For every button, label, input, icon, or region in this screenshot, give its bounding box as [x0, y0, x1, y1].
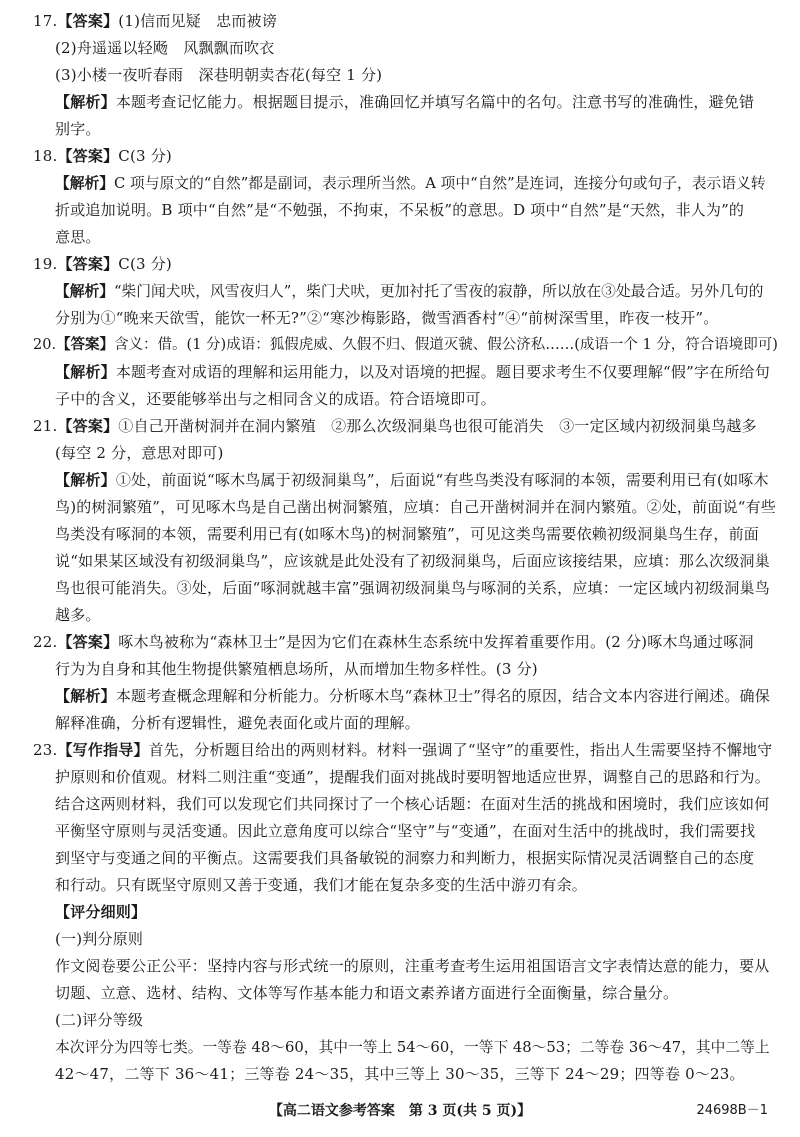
answer-text: (每空 2 分，意思对即可) [55, 444, 224, 462]
item-line [33, 197, 778, 224]
answer-text: ①自己开凿树洞并在洞内繁殖 ②那么次级洞巢鸟也很可能消失 ③一定区域内初级洞巢鸟越多 [118, 417, 757, 435]
question-number: 20. [33, 337, 57, 353]
analysis-tag: 【解析】 [55, 687, 116, 705]
writing-guide-tag: 【写作指导】 [57, 741, 149, 759]
analysis-tag: 【解析】 [55, 93, 116, 111]
question-number: 22. [33, 633, 58, 651]
item-line [33, 440, 778, 467]
item-line [33, 8, 778, 35]
item-line [33, 656, 778, 683]
item-line [33, 170, 778, 197]
analysis-text: 别字。 [55, 120, 101, 138]
answer-tag: 【答案】 [56, 337, 115, 353]
question-number: 23. [33, 741, 58, 759]
answer-tag: 【答案】 [57, 12, 119, 30]
scoring-text: 42～47，二等下 36～41；三等卷 24～35，其中三等上 30～35，三等下 24～29；四等卷 0～23。 [55, 1065, 745, 1083]
item-line [33, 1061, 778, 1088]
answer-item-17 [33, 8, 778, 143]
item-line [33, 980, 778, 1007]
item-line [33, 143, 778, 170]
analysis-text: 子中的含义，还要能够举出与之相同含义的成语。符合语境即可。 [55, 390, 496, 408]
scoring-text: 本次评分为四等七类。一等卷 48～60，其中一等上 54～60，一等下 48～53；二等卷 36～47，其中二等上 [55, 1039, 770, 1056]
page-footer [0, 1098, 800, 1124]
item-line [33, 35, 778, 62]
analysis-text: 鸟类没有啄洞的本领，需要利用已有(如啄木鸟)的树洞繁殖”，可见这类鸟需要依赖初级洞巢鸟生存，前面 [55, 525, 759, 543]
analysis-text: 折或追加说明。B 项中“自然”是“不勉强，不拘束，不呆板”的意思。D 项中“自然”是“天然，非人为”的 [55, 201, 745, 219]
analysis-text: 鸟也很可能消失。③处，后面“啄洞就越丰富”强调初级洞巢鸟与啄洞的关系，应填：一定区域内初级洞巢鸟 [55, 579, 770, 597]
writing-guide-text: 结合这两则材料，我们可以发现它们共同探讨了一个核心话题：在面对生活的挑战和困境时，我们应该如何 [55, 795, 770, 813]
writing-guide-text: 护原则和价值观。材料二则注重“变通”，提醒我们面对挑战时要明智地适应世界，调整自己的思路和行为。 [55, 768, 770, 786]
item-line [33, 575, 778, 602]
item-line [33, 89, 778, 116]
footer-code: 24698B－1 [696, 1103, 768, 1118]
analysis-text: ①处，前面说“啄木鸟属于初级洞巢鸟”，后面说“有些鸟类没有啄洞的本领，需要利用已有(如啄木 [115, 471, 769, 489]
item-line [33, 818, 778, 845]
item-line [33, 332, 778, 359]
answer-tag: 【答案】 [57, 255, 119, 273]
item-line [33, 386, 778, 413]
item-line [33, 494, 778, 521]
answer-text: (3)小楼一夜听春雨 深巷明朝卖杏花(每空 1 分) [55, 66, 383, 84]
analysis-text: C 项与原文的“自然”都是副词，表示理所当然。A 项中“自然”是连词，连接分句或句子，表示语义转 [114, 175, 766, 192]
analysis-text: 分别为①“晚来天欲雪，能饮一杯无?”②“寒沙梅影路，微雪酒香村”④“前树深雪里，昨夜一枝开”。 [55, 309, 719, 327]
item-line [33, 1007, 778, 1034]
item-line [33, 278, 778, 305]
item-line [33, 710, 778, 737]
analysis-text: “柴门闻犬吠，风雪夜归人”，柴门犬吠，更加衬托了雪夜的寂静，所以放在③处最合适。另外几句的 [114, 283, 764, 300]
answer-text: C(3 分) [118, 255, 172, 273]
item-line [33, 359, 778, 386]
item-line [33, 791, 778, 818]
analysis-text: 鸟)的树洞繁殖”，可见啄木鸟是自己凿出树洞繁殖，应填：自己开凿树洞并在洞内繁殖。②处，前面说“有些 [55, 498, 776, 516]
writing-guide-text: 和行动。只有既坚守原则又善于变通，我们才能在复杂多变的生活中游刃有余。 [55, 876, 588, 894]
answer-text: 行为为自身和其他生物提供繁殖栖息场所，从而增加生物多样性。(3 分) [55, 660, 538, 678]
footer-title: 【高二语文参考答案 第 3 页(共 5 页)】 [268, 1103, 532, 1119]
answer-text: (2)舟遥遥以轻飏 风飘飘而吹衣 [55, 39, 275, 57]
analysis-text: 本题考查概念理解和分析能力。分析啄木鸟“森林卫士”得名的原因，结合文本内容进行阐述。确保 [115, 687, 770, 705]
section-heading: (二)评分等级 [55, 1011, 144, 1029]
answer-sheet [33, 8, 778, 1088]
analysis-text: 越多。 [55, 606, 101, 624]
analysis-text: 意思。 [55, 228, 101, 246]
analysis-text: 本题考查记忆能力。根据题目提示，准确回忆并填写名篇中的名句。注意书写的准确性，避免错 [115, 93, 755, 111]
question-number: 18. [33, 147, 58, 165]
item-line [33, 845, 778, 872]
analysis-text: 本题考查对成语的理解和运用能力，以及对语境的把握。题目要求考生不仅要理解“假”字在所给句 [115, 363, 770, 381]
analysis-tag: 【解析】 [55, 363, 116, 381]
item-line [33, 116, 778, 143]
item-line [33, 548, 778, 575]
item-line [33, 1034, 778, 1061]
scoring-text: 作文阅卷要公正公平：坚持内容与形式统一的原则，注重考查考生运用祖国语言文字表情达意的能力，要从 [55, 957, 770, 975]
item-line [33, 683, 778, 710]
item-line [33, 953, 778, 980]
answer-item-19 [33, 251, 778, 332]
analysis-text: 说“如果某区域没有初级洞巢鸟”，应该就是此处没有了初级洞巢鸟，后面应该接结果，应填：那么次级洞巢 [55, 552, 770, 570]
answer-text: 含义：借。(1 分)成语：狐假虎威、久假不归、假道灭虢、假公济私……(成语一个 1 分，符合语境即可) [114, 337, 778, 353]
scoring-rules-tag: 【评分细则】 [55, 903, 147, 921]
answer-text: 啄木鸟被称为“森林卫士”是因为它们在森林生态系统中发挥着重要作用。(2 分)啄木鸟通过啄洞 [118, 633, 754, 651]
analysis-tag: 【解析】 [55, 175, 114, 192]
item-line [33, 467, 778, 494]
answer-text: (1)信而见疑 忠而被谤 [118, 12, 277, 30]
item-line [33, 872, 778, 899]
section-heading: (一)判分原则 [55, 930, 144, 948]
question-number: 17. [33, 12, 58, 30]
item-line [33, 602, 778, 629]
writing-guide-text: 平衡坚守原则与灵活变通。因此立意角度可以综合“坚守”与“变通”，在面对生活中的挑战时，我们需要找 [55, 822, 756, 840]
question-number: 21. [33, 417, 58, 435]
writing-guide-text: 首先，分析题目给出的两则材料。材料一强调了“坚守”的重要性，指出人生需要坚持不懈地守 [148, 741, 773, 759]
analysis-text: 解释准确，分析有逻辑性，避免表面化或片面的理解。 [55, 714, 420, 732]
item-line [33, 737, 778, 764]
answer-item-23 [33, 737, 778, 1088]
answer-item-21 [33, 413, 778, 629]
writing-guide-text: 到坚守与变通之间的平衡点。这需要我们具备敏锐的洞察力和判断力，根据实际情况灵活调整自己的态度 [55, 849, 755, 867]
answer-tag: 【答案】 [57, 417, 119, 435]
analysis-tag: 【解析】 [55, 283, 114, 300]
scoring-text: 切题、立意、选材、结构、文体等写作基本能力和语文素养诸方面进行全面衡量，综合量分。 [55, 984, 679, 1002]
item-line [33, 413, 778, 440]
item-line [33, 764, 778, 791]
item-line [33, 899, 778, 926]
answer-item-18 [33, 143, 778, 251]
answer-item-22 [33, 629, 778, 737]
item-line [33, 926, 778, 953]
answer-item-20 [33, 332, 778, 413]
item-line [33, 251, 778, 278]
item-line [33, 521, 778, 548]
question-number: 19. [33, 255, 58, 273]
item-line [33, 224, 778, 251]
answer-tag: 【答案】 [57, 633, 119, 651]
item-line [33, 305, 778, 332]
answer-tag: 【答案】 [57, 147, 119, 165]
item-line [33, 629, 778, 656]
item-line [33, 62, 778, 89]
analysis-tag: 【解析】 [55, 471, 116, 489]
answer-text: C(3 分) [118, 147, 172, 165]
